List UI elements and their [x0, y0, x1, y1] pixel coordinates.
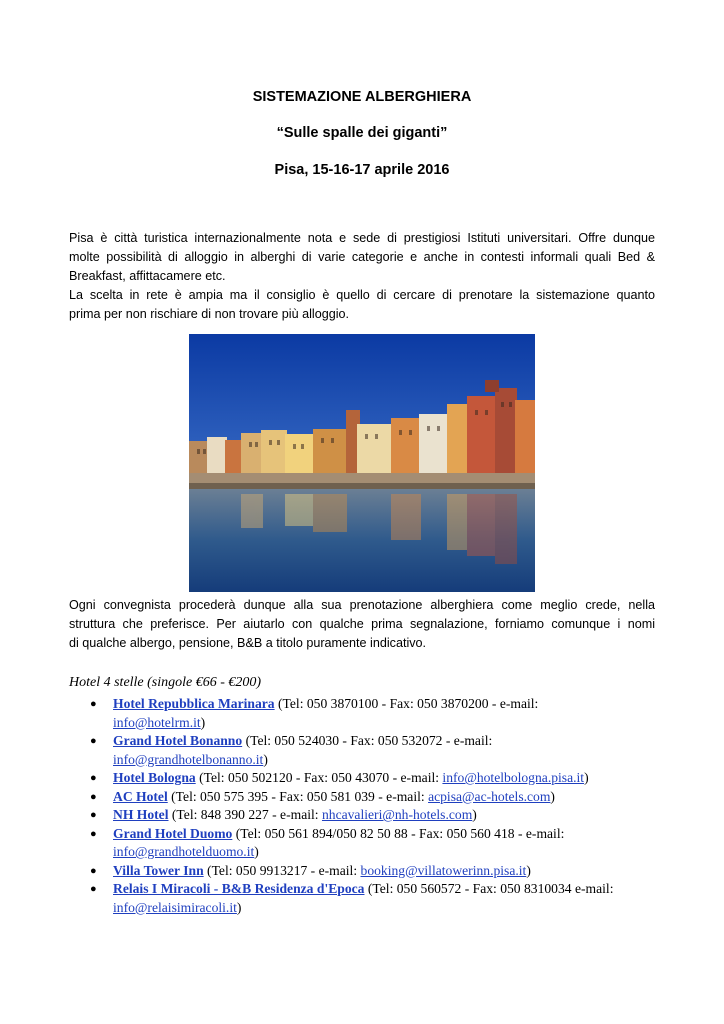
hotel-email-link[interactable]: info@relaisimiracoli.it [113, 899, 237, 915]
hotels-intro-paragraph [69, 596, 655, 653]
bullet-icon: ● [90, 864, 97, 877]
intro-line: prima per non rischiare di non trovare più alloggio. [69, 307, 350, 321]
hotel-name-link[interactable]: Hotel Repubblica Marinara [113, 696, 275, 711]
paragraph-line: struttura che preferisce. Per aiutarlo con qualche prima segnalazione, forniamo comunque i nomi [69, 617, 655, 631]
paragraph-line: di qualche albergo, pensione, B&B a titolo puramente indicativo. [69, 636, 427, 650]
page-title: SISTEMAZIONE ALBERGHIERA [252, 89, 472, 105]
hotel-name-link[interactable]: AC Hotel [113, 788, 168, 804]
bullet-icon: ● [90, 883, 97, 895]
hotel-contact-text: (Tel: 050 3870100 - Fax: 050 3870200 - e-mail: [274, 696, 539, 711]
hotel-name-link[interactable]: Villa Tower Inn [113, 862, 204, 878]
bullet-icon: ● [90, 735, 97, 747]
hotel-contact-text: (Tel: 050 524030 - Fax: 050 532072 - e-mail: [242, 733, 493, 748]
hotel-email-link[interactable]: acpisa@ac-hotels.com [428, 788, 551, 804]
pisa-arno-river-photo [189, 334, 535, 592]
intro-paragraph-2 [69, 286, 655, 324]
intro-line: Breakfast, affittacamere etc. [69, 269, 226, 283]
hotel-name-link[interactable]: Grand Hotel Duomo [113, 825, 233, 841]
hotel-email-link[interactable]: info@hotelbologna.pisa.it [442, 770, 585, 785]
closing-paren: ) [263, 751, 268, 767]
list-item [90, 695, 583, 732]
closing-paren: ) [550, 788, 555, 804]
conference-subtitle: “Sulle spalle dei giganti” [276, 125, 448, 141]
list-item [90, 788, 670, 807]
bullet-icon: ● [90, 790, 97, 803]
closing-paren: ) [472, 807, 477, 822]
intro-line: Pisa è città turistica internazionalmente nota e sede di prestigiosi Istituti universitari. Offre dunque [69, 231, 655, 245]
hotel-contact-text: (Tel: 050 560572 - Fax: 050 8310034 e-mail: [364, 881, 614, 896]
hotel-email-link[interactable]: info@grandhotelduomo.it [113, 844, 255, 859]
hotel-email-link[interactable]: info@grandhotelbonanno.it [113, 751, 264, 767]
closing-paren: ) [254, 844, 259, 859]
paragraph-line: Ogni convegnista procederà dunque alla sua prenotazione alberghiera come meglio crede, nella [69, 598, 655, 612]
intro-line: La scelta in rete è ampia ma il consiglio è quello di cercare di prenotare la sistemazione quanto [69, 288, 655, 302]
hotel-contact-text: (Tel: 848 390 227 - e-mail: [168, 807, 322, 822]
hotel-email-link[interactable]: nhcavalieri@nh-hotels.com [321, 807, 473, 822]
hotel-email-link[interactable]: booking@villatowerinn.pisa.it [360, 862, 527, 878]
closing-paren: ) [200, 714, 206, 730]
closing-paren: ) [236, 899, 242, 915]
bullet-icon: ● [90, 827, 97, 840]
list-item [90, 732, 533, 769]
list-item [90, 825, 613, 862]
list-item [90, 769, 670, 788]
hotel-list [90, 695, 670, 917]
hotel-name-link[interactable]: Hotel Bologna [113, 770, 196, 785]
closing-paren: ) [526, 862, 531, 878]
hotel-name-link[interactable]: NH Hotel [113, 807, 169, 822]
intro-line: molte possibilità di alloggio in alberghi di varie categorie e anche in contesti informali quali Bed & [69, 250, 655, 264]
bullet-icon: ● [90, 772, 97, 784]
list-item [90, 880, 693, 917]
list-item [90, 862, 670, 881]
hotel-contact-text: (Tel: 050 502120 - Fax: 050 43070 - e-mail: [195, 770, 443, 785]
list-item [90, 806, 670, 825]
hotel-name-link[interactable]: Relais I Miracoli - B&B Residenza d'Epoca [113, 881, 365, 896]
bullet-icon: ● [90, 809, 97, 821]
closing-paren: ) [584, 770, 589, 785]
intro-paragraph-1 [69, 229, 655, 286]
hotel-contact-text: (Tel: 050 561 894/050 82 50 88 - Fax: 050 560 418 - e-mail: [232, 825, 565, 841]
hotel-contact-text: (Tel: 050 575 395 - Fax: 050 581 039 - e-mail: [167, 788, 429, 804]
hotel-category-heading: Hotel 4 stelle (singole €66 - €200) [69, 675, 262, 690]
conference-date-place: Pisa, 15-16-17 aprile 2016 [274, 162, 450, 178]
hotel-email-link[interactable]: info@hotelrm.it [113, 714, 201, 730]
bullet-icon: ● [90, 698, 97, 710]
hotel-contact-text: (Tel: 050 9913217 - e-mail: [203, 862, 361, 878]
hotel-name-link[interactable]: Grand Hotel Bonanno [113, 733, 243, 748]
